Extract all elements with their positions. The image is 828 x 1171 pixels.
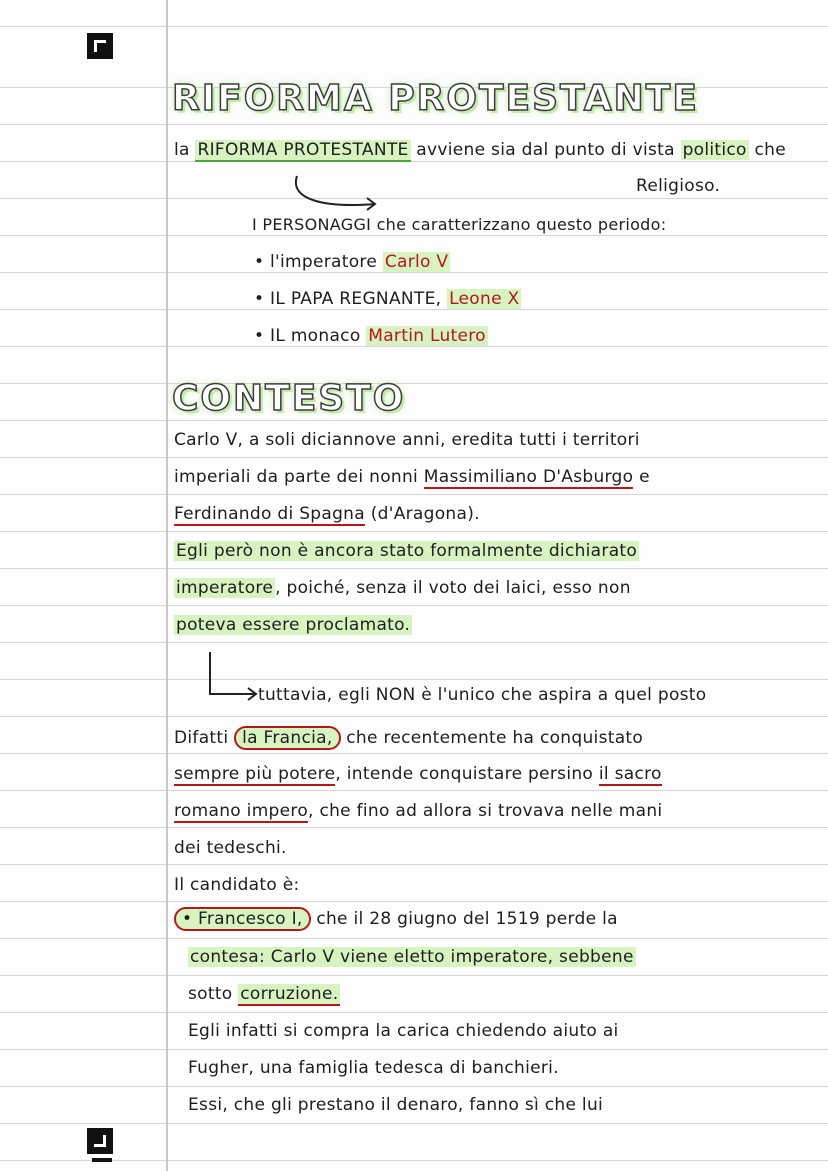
line-17: Fugher, una famiglia tedesca di banchieri. — [188, 1058, 559, 1078]
intro-rest: avviene sia dal punto di vista — [416, 140, 675, 160]
line-15a: sotto — [188, 984, 233, 1004]
scan-corner-marker-bottom — [87, 1128, 113, 1154]
line-3 — [174, 504, 480, 524]
personaggio-1 — [254, 252, 450, 272]
section-title: CONTESTO — [172, 378, 406, 419]
personaggio-3 — [254, 326, 488, 346]
line-10 — [174, 801, 662, 821]
personaggio-1-name: Carlo V — [384, 252, 449, 272]
personaggio-2-label: • IL PAPA REGNANTE, — [254, 289, 442, 309]
margin-line — [166, 0, 168, 1171]
line-8 — [174, 728, 643, 748]
personaggio-2-name: Leone X — [449, 289, 520, 309]
line-8c: che recentemente ha conquistato — [346, 728, 644, 748]
line-2c: e — [639, 467, 650, 487]
line-2b: Massimiliano D'Asburgo — [423, 467, 634, 487]
line-13 — [174, 909, 618, 929]
line-11: dei tedeschi. — [174, 838, 287, 858]
intro-prefix: la — [174, 140, 190, 160]
line-16: Egli infatti si compra la carica chiedendo aiuto ai — [188, 1021, 619, 1041]
line-7: tuttavia, egli NON è l'unico che aspira a quel posto — [258, 685, 707, 705]
line-3a: Ferdinando di Spagna — [174, 504, 365, 524]
personaggi-intro: I PERSONAGGI che caratterizzano questo periodo: — [252, 215, 667, 234]
line-2 — [174, 467, 650, 487]
intro-line — [174, 140, 786, 160]
line-15 — [188, 984, 340, 1004]
line-3b: (d'Aragona). — [370, 504, 480, 524]
page-title: RIFORMA PROTESTANTE — [172, 78, 699, 119]
personaggio-3-name: Martin Lutero — [368, 326, 486, 346]
line-12: Il candidato è: — [174, 875, 300, 895]
line-6-text: poteva essere proclamato. — [176, 615, 411, 635]
line-14-text: contesa: Carlo V viene eletto imperatore, sebbene — [190, 947, 634, 967]
line-8b-francia: la Francia, — [234, 726, 340, 750]
line-4 — [174, 541, 639, 561]
curved-arrow-icon — [285, 172, 385, 220]
line-9 — [174, 764, 662, 784]
intro-politico: politico — [682, 140, 747, 160]
intro-religioso: Religioso. — [636, 176, 721, 196]
line-9a: sempre più potere — [174, 764, 336, 784]
line-15b: corruzione. — [240, 984, 339, 1004]
line-5 — [174, 578, 631, 598]
line-1: Carlo V, a soli diciannove anni, eredita tutti i territori — [174, 430, 640, 450]
line-4-text: Egli però non è ancora stato formalmente dichiarato — [176, 541, 638, 561]
line-5b: , poiché, senza il voto dei laici, esso non — [275, 578, 631, 598]
line-10a: romano impero — [174, 801, 309, 821]
line-13b: che il 28 giugno del 1519 perde la — [316, 909, 618, 929]
intro-term: RIFORMA PROTESTANTE — [197, 140, 409, 160]
line-5a: imperatore — [176, 578, 274, 598]
line-6 — [174, 615, 412, 635]
line-9b: , intende conquistare persino — [335, 764, 594, 784]
intro-che: che — [754, 140, 786, 160]
line-14 — [188, 947, 636, 967]
scan-corner-marker-top — [87, 33, 113, 59]
line-13a-francesco: • Francesco I, — [174, 907, 311, 931]
line-18: Essi, che gli prestano il denaro, fanno sì che lui — [188, 1095, 604, 1115]
scan-marker-dash — [92, 1158, 112, 1162]
personaggio-1-label: • l'imperatore — [254, 252, 378, 272]
personaggio-3-label: • IL monaco — [254, 326, 361, 346]
line-10b: , che fino ad allora si trovava nelle mani — [308, 801, 663, 821]
line-2a: imperiali da parte dei nonni — [174, 467, 419, 487]
line-8a: Difatti — [174, 728, 229, 748]
line-9c: il sacro — [598, 764, 662, 784]
personaggio-2 — [254, 289, 521, 309]
